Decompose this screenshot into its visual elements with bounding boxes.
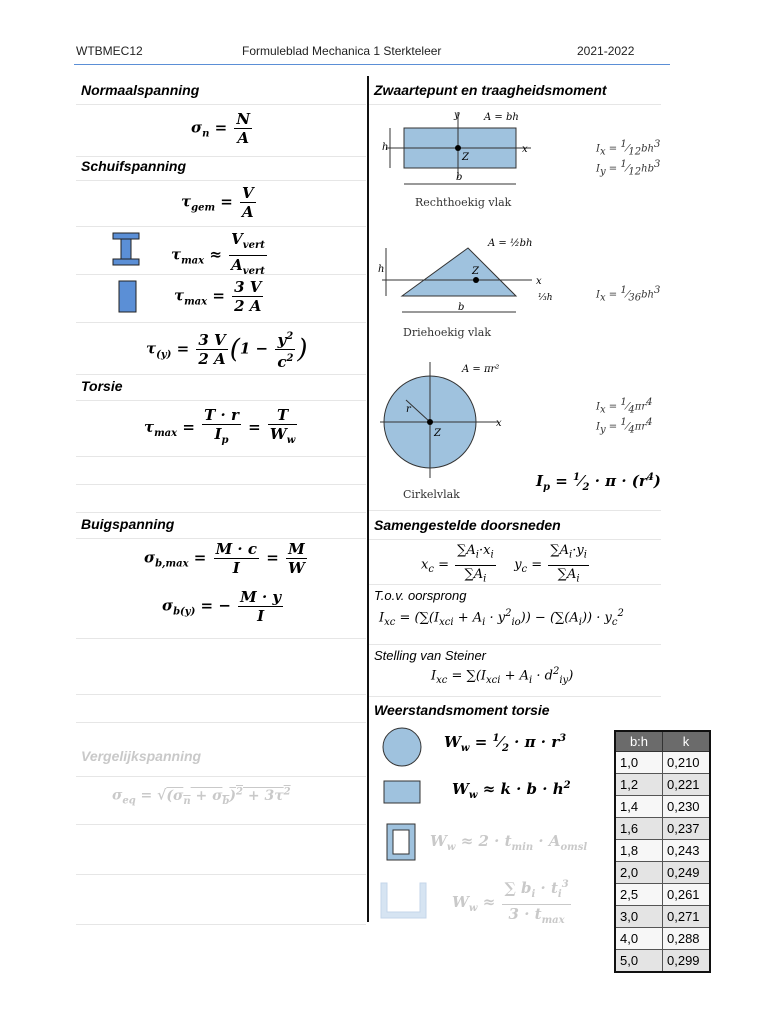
heading-vergelijkspanning: Vergelijkspanning	[81, 748, 202, 764]
doc-year: 2021-2022	[577, 44, 635, 58]
table-row	[615, 884, 710, 906]
cell-k: 0,243	[663, 840, 711, 862]
formula-steiner: $I_{xc} = \sum(I_{xci} + A_i \cdot d^2_{iy})$	[431, 666, 574, 686]
formula-ww-hollow: $W_w \approx 2 \cdot t_{min} \cdot A_{omsl}$	[430, 832, 588, 853]
solid-rectangle-icon	[383, 780, 423, 806]
column-divider	[367, 76, 369, 922]
cell-bh: 5,0	[615, 950, 663, 973]
cell-bh: 1,2	[615, 774, 663, 796]
table-header-bh: b:h	[615, 731, 663, 752]
heading-schuifspanning: Schuifspanning	[81, 158, 186, 174]
svg-text:x: x	[536, 276, 542, 287]
formula-ww-open: $W_w$ ≈ $\frac{\sum b_i \cdot t_i^3}{3 \cdot t_{max}}$	[452, 876, 573, 930]
caption-driehoekig: Driehoekig vlak	[403, 326, 491, 339]
heading-torsie: Torsie	[81, 378, 123, 394]
svg-text:A = bh: A = bh	[484, 112, 519, 123]
table-row	[615, 796, 710, 818]
cell-bh: 1,8	[615, 840, 663, 862]
cell-k: 0,299	[663, 950, 711, 973]
open-channel-icon	[378, 880, 430, 922]
header-rule	[74, 64, 670, 65]
formula-tau-max-torsie: $\tau_{max}$ = $\frac{T \cdot r}{I_p}$ = $\frac{T}{W_w}$	[144, 406, 296, 446]
svg-text:x: x	[496, 418, 502, 429]
table-row	[615, 950, 710, 973]
svg-text:⅓h: ⅓h	[538, 293, 553, 303]
caption-cirkel: Cirkelvlak	[403, 488, 460, 501]
heading-zwaartepunt: Zwaartepunt en traagheidsmoment	[374, 82, 607, 98]
doc-title: Formuleblad Mechanica 1 Sterkteleer	[242, 44, 442, 58]
cell-bh: 1,6	[615, 818, 663, 840]
formula-tau-max-rect: $\tau_{max}$ = $\frac{3 V}{2 A}$	[174, 278, 262, 315]
svg-text:h: h	[382, 142, 389, 153]
table-row	[615, 862, 710, 884]
label-stelling-van-steiner: Stelling van Steiner	[374, 648, 487, 663]
cell-k: 0,230	[663, 796, 711, 818]
svg-text:b: b	[458, 302, 465, 313]
cell-k: 0,288	[663, 928, 711, 950]
cell-bh: 2,5	[615, 884, 663, 906]
formula-sigma-eq: $\sigma_{eq} = √(\sigma_n + \sigma_b)^2 + 3\tau^2$	[112, 786, 291, 807]
svg-text:y: y	[454, 110, 460, 121]
svg-text:b: b	[456, 172, 463, 183]
bh-k-table	[614, 730, 711, 973]
svg-text:Z: Z	[472, 266, 479, 277]
formula-centroid: $x_c$ = $\frac{\sum A_i\cdot x_i}{\sum A_i}$ $y_c$ = $\frac{\sum A_i\cdot y_i}{\sum A_i}$	[421, 543, 587, 585]
dims-triangle: $I_x$ = $^1⁄_{36}bh^3$	[596, 285, 661, 304]
heading-weerstand: Weerstandsmoment torsie	[374, 702, 550, 718]
solid-circle-icon	[380, 726, 426, 768]
formula-tau-gem: $\tau_{gem}$ = $\frac{V}{A}$	[181, 184, 254, 221]
doc-code: WTBMEC12	[76, 44, 143, 58]
dims-circle: $I_x$ = $^1⁄_4\pi r^4$ $I_y$ = $^1⁄_4\pi r^4$	[596, 397, 653, 436]
formula-ip: $I_p$ = $^1⁄_2 \cdot \pi \cdot (r^4)$	[536, 472, 661, 493]
circle-area-diagram	[376, 352, 526, 488]
formula-tau-y: $\tau_{(y)}$ = $\frac{3 V}{2 A}$ (1 − $\frac{y^2}{c^2}$ )	[146, 328, 308, 371]
table-row	[615, 752, 710, 774]
dims-rectangle: $I_x$ = $^1⁄_{12}bh^3$ $I_y$ = $^1⁄_{12}hb^3$	[596, 139, 661, 178]
svg-text:A = ½bh: A = ½bh	[488, 238, 533, 249]
heading-buigspanning: Buigspanning	[81, 516, 175, 532]
hollow-section-icon	[386, 823, 418, 863]
table-row	[615, 906, 710, 928]
formula-sigma-b-y: $\sigma_{b(y)}$ = − $\frac{M \cdot y}{I}$	[162, 588, 282, 625]
cell-k: 0,261	[663, 884, 711, 906]
table-header-k: k	[663, 731, 711, 752]
cell-k: 0,210	[663, 752, 711, 774]
cell-k: 0,249	[663, 862, 711, 884]
cell-k: 0,237	[663, 818, 711, 840]
svg-text:r: r	[406, 404, 411, 415]
svg-text:Z: Z	[462, 152, 469, 163]
svg-text:Z: Z	[434, 428, 441, 439]
formula-sigma-b-max: $\sigma_{b,max}$ = $\frac{M \cdot c}{I}$ = $\frac{M}{W}$	[144, 540, 305, 577]
cell-bh: 4,0	[615, 928, 663, 950]
formula-ww-circle: $W_w$ = $^1⁄_2 \cdot \pi \cdot r^3$	[444, 733, 567, 754]
cell-bh: 1,0	[615, 752, 663, 774]
rectangle-section-icon	[118, 280, 138, 314]
label-tov-oorsprong: T.o.v. oorsprong	[374, 588, 467, 603]
heading-samengestelde: Samengestelde doorsneden	[374, 517, 561, 533]
triangle-area-diagram	[376, 232, 566, 324]
table-row	[615, 840, 710, 862]
cell-k: 0,271	[663, 906, 711, 928]
cell-k: 0,221	[663, 774, 711, 796]
formula-ixc-origin: $I_{xc} = (\sum(I_{xci} + A_i \cdot y^2_{io})) - (\sum(A_i)) \cdot y_c^2$	[379, 608, 624, 628]
cell-bh: 2,0	[615, 862, 663, 884]
svg-text:x: x	[522, 144, 528, 155]
table-row	[615, 928, 710, 950]
svg-text:A = πr²: A = πr²	[462, 364, 500, 375]
formula-sigma-n: $\sigma_n$ = $\frac{N}{A}$	[191, 110, 251, 147]
cell-bh: 3,0	[615, 906, 663, 928]
formula-ww-rect: $W_w \approx k \cdot b \cdot h^2$	[452, 780, 571, 801]
formula-tau-max-ibeam: $\tau_{max}$ ≈ $\frac{V_{vert}}{A_{vert}}$	[171, 230, 265, 277]
table-row	[615, 818, 710, 840]
i-beam-icon	[112, 232, 140, 266]
svg-text:h: h	[378, 264, 385, 275]
table-row	[615, 774, 710, 796]
caption-rechthoekig: Rechthoekig vlak	[415, 196, 512, 209]
heading-normaalspanning: Normaalspanning	[81, 82, 200, 98]
cell-bh: 1,4	[615, 796, 663, 818]
rectangle-area-diagram	[376, 108, 546, 210]
